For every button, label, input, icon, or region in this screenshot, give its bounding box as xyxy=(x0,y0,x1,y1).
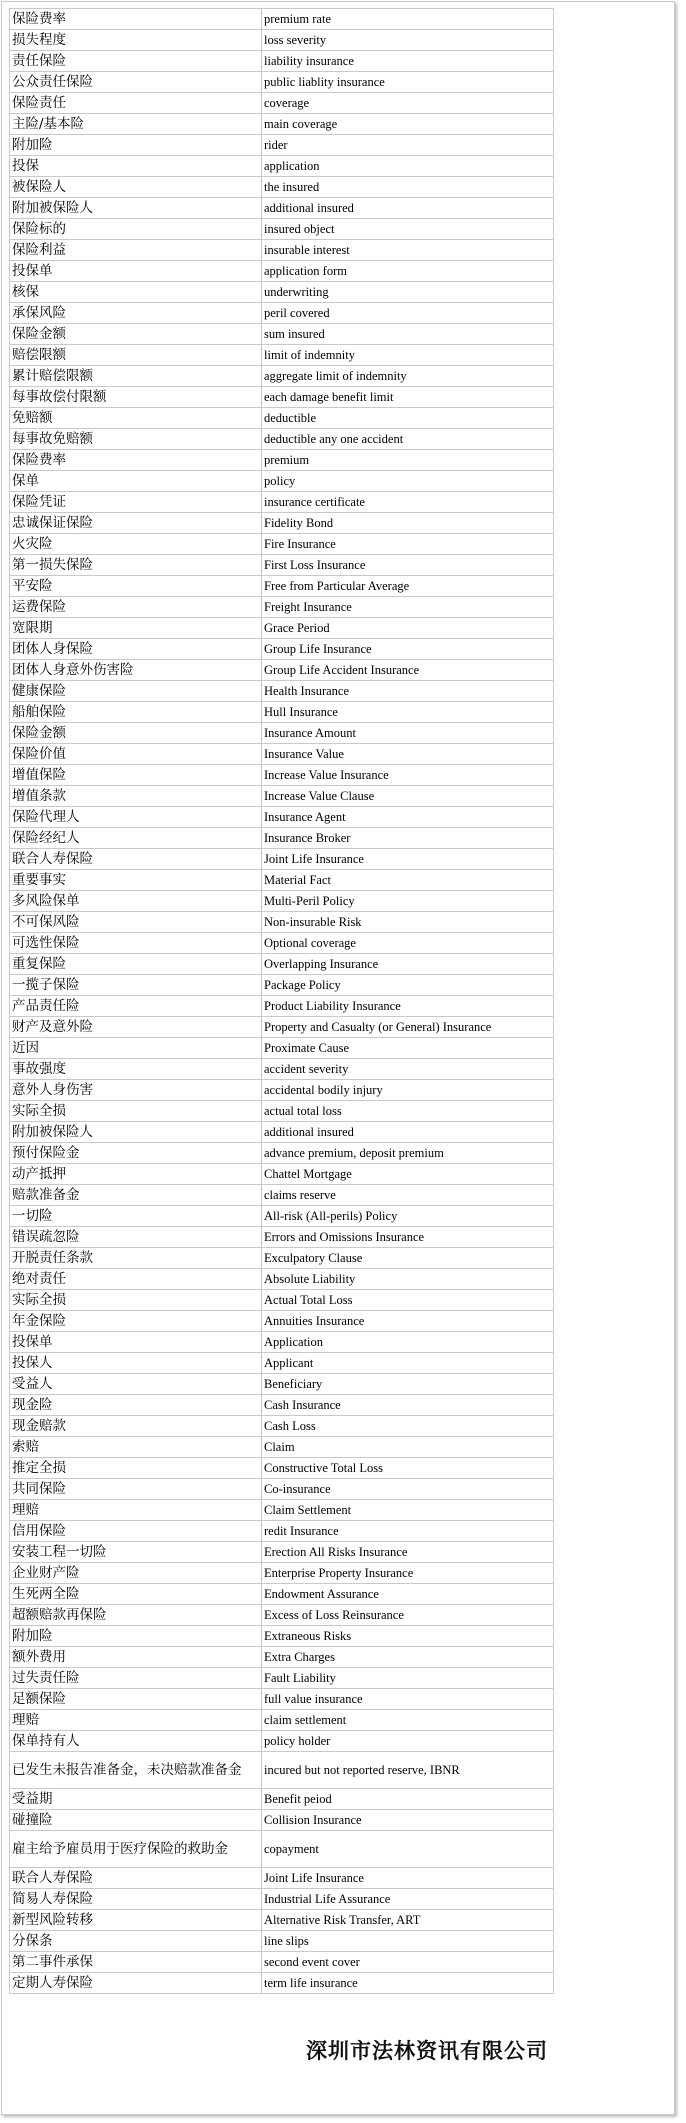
glossary-row xyxy=(10,555,554,576)
english-term: First Loss Insurance xyxy=(262,555,554,576)
glossary-table xyxy=(9,8,554,1994)
glossary-row xyxy=(10,849,554,870)
glossary-row xyxy=(10,702,554,723)
glossary-row xyxy=(10,429,554,450)
chinese-term: 附加险 xyxy=(10,1626,262,1647)
english-term: Hull Insurance xyxy=(262,702,554,723)
english-term: Material Fact xyxy=(262,870,554,891)
glossary-row xyxy=(10,534,554,555)
chinese-term: 被保险人 xyxy=(10,177,262,198)
english-term: Insurance Agent xyxy=(262,807,554,828)
glossary-row xyxy=(10,345,554,366)
english-term: premium rate xyxy=(262,9,554,30)
english-term: Chattel Mortgage xyxy=(262,1164,554,1185)
english-term: public liablity insurance xyxy=(262,72,554,93)
glossary-row xyxy=(10,1605,554,1626)
glossary-row xyxy=(10,807,554,828)
chinese-term: 免赔额 xyxy=(10,408,262,429)
glossary-row xyxy=(10,1353,554,1374)
chinese-term: 团体人身保险 xyxy=(10,639,262,660)
glossary-row xyxy=(10,1416,554,1437)
chinese-term: 保险经纪人 xyxy=(10,828,262,849)
chinese-term: 可选性保险 xyxy=(10,933,262,954)
glossary-row xyxy=(10,1868,554,1889)
chinese-term: 责任保险 xyxy=(10,51,262,72)
glossary-row xyxy=(10,1038,554,1059)
chinese-term: 保险代理人 xyxy=(10,807,262,828)
chinese-term: 不可保风险 xyxy=(10,912,262,933)
english-term: accidental bodily injury xyxy=(262,1080,554,1101)
chinese-term: 主险/基本险 xyxy=(10,114,262,135)
english-term: policy holder xyxy=(262,1731,554,1752)
chinese-term: 重复保险 xyxy=(10,954,262,975)
glossary-row xyxy=(10,765,554,786)
chinese-term: 附加险 xyxy=(10,135,262,156)
english-term: Joint Life Insurance xyxy=(262,1868,554,1889)
glossary-row xyxy=(10,1542,554,1563)
english-term: Collision Insurance xyxy=(262,1810,554,1831)
english-term: Cash Loss xyxy=(262,1416,554,1437)
english-term: insurable interest xyxy=(262,240,554,261)
english-term: redit Insurance xyxy=(262,1521,554,1542)
chinese-term: 超额赔款再保险 xyxy=(10,1605,262,1626)
chinese-term: 忠诚保证保险 xyxy=(10,513,262,534)
glossary-row xyxy=(10,9,554,30)
chinese-term: 每事故偿付限额 xyxy=(10,387,262,408)
chinese-term: 信用保险 xyxy=(10,1521,262,1542)
glossary-row xyxy=(10,1910,554,1931)
chinese-term: 保险责任 xyxy=(10,93,262,114)
english-term: Property and Casualty (or General) Insurance xyxy=(262,1017,554,1038)
chinese-term: 动产抵押 xyxy=(10,1164,262,1185)
glossary-row xyxy=(10,1731,554,1752)
chinese-term: 一切险 xyxy=(10,1206,262,1227)
chinese-term: 受益人 xyxy=(10,1374,262,1395)
chinese-term: 投保 xyxy=(10,156,262,177)
chinese-term: 推定全损 xyxy=(10,1458,262,1479)
english-term: Non-insurable Risk xyxy=(262,912,554,933)
glossary-row xyxy=(10,93,554,114)
english-term: Benefit peiod xyxy=(262,1789,554,1810)
glossary-row xyxy=(10,450,554,471)
chinese-term: 年金保险 xyxy=(10,1311,262,1332)
glossary-row xyxy=(10,261,554,282)
english-term: Applicant xyxy=(262,1353,554,1374)
glossary-row xyxy=(10,1395,554,1416)
chinese-term: 增值保险 xyxy=(10,765,262,786)
english-term: Increase Value Insurance xyxy=(262,765,554,786)
glossary-row xyxy=(10,1789,554,1810)
chinese-term: 第一损失保险 xyxy=(10,555,262,576)
chinese-term: 碰撞险 xyxy=(10,1810,262,1831)
chinese-term: 理赔 xyxy=(10,1710,262,1731)
english-term: deductible xyxy=(262,408,554,429)
chinese-term: 意外人身伤害 xyxy=(10,1080,262,1101)
glossary-row xyxy=(10,492,554,513)
chinese-term: 投保人 xyxy=(10,1353,262,1374)
english-term: actual total loss xyxy=(262,1101,554,1122)
chinese-term: 增值条款 xyxy=(10,786,262,807)
chinese-term: 保险价值 xyxy=(10,744,262,765)
glossary-row xyxy=(10,1626,554,1647)
glossary-row xyxy=(10,1931,554,1952)
chinese-term: 火灾险 xyxy=(10,534,262,555)
chinese-term: 多风险保单 xyxy=(10,891,262,912)
english-term: Proximate Cause xyxy=(262,1038,554,1059)
glossary-row xyxy=(10,1831,554,1868)
english-term: Cash Insurance xyxy=(262,1395,554,1416)
chinese-term: 宽限期 xyxy=(10,618,262,639)
chinese-term: 开脱责任条款 xyxy=(10,1248,262,1269)
glossary-row xyxy=(10,1332,554,1353)
glossary-body xyxy=(10,9,554,1994)
chinese-term: 第二事件承保 xyxy=(10,1952,262,1973)
chinese-term: 保险利益 xyxy=(10,240,262,261)
english-term: Enterprise Property Insurance xyxy=(262,1563,554,1584)
english-term: Joint Life Insurance xyxy=(262,849,554,870)
chinese-term: 联合人寿保险 xyxy=(10,1868,262,1889)
english-term: insurance certificate xyxy=(262,492,554,513)
english-term: Endowment Assurance xyxy=(262,1584,554,1605)
chinese-term: 每事故免赔额 xyxy=(10,429,262,450)
chinese-term: 实际全损 xyxy=(10,1290,262,1311)
chinese-term: 分保条 xyxy=(10,1931,262,1952)
glossary-row xyxy=(10,114,554,135)
chinese-term: 共同保险 xyxy=(10,1479,262,1500)
glossary-row xyxy=(10,30,554,51)
chinese-term: 企业财产险 xyxy=(10,1563,262,1584)
glossary-row xyxy=(10,1143,554,1164)
glossary-row xyxy=(10,1101,554,1122)
glossary-row xyxy=(10,324,554,345)
glossary-row xyxy=(10,156,554,177)
english-term: Optional coverage xyxy=(262,933,554,954)
english-term: sum insured xyxy=(262,324,554,345)
glossary-row xyxy=(10,681,554,702)
chinese-term: 累计赔偿限额 xyxy=(10,366,262,387)
english-term: Erection All Risks Insurance xyxy=(262,1542,554,1563)
company-name: 深圳市法林资讯有限公司 xyxy=(306,2039,548,2063)
chinese-term: 保险费率 xyxy=(10,9,262,30)
english-term: additional insured xyxy=(262,198,554,219)
glossary-row xyxy=(10,1563,554,1584)
glossary-row xyxy=(10,1059,554,1080)
glossary-row xyxy=(10,1810,554,1831)
glossary-row xyxy=(10,1584,554,1605)
english-term: term life insurance xyxy=(262,1973,554,1994)
english-term: Application xyxy=(262,1332,554,1353)
chinese-term: 过失责任险 xyxy=(10,1668,262,1689)
english-term: Fault Liability xyxy=(262,1668,554,1689)
english-term: liability insurance xyxy=(262,51,554,72)
english-term: line slips xyxy=(262,1931,554,1952)
glossary-row xyxy=(10,219,554,240)
glossary-row xyxy=(10,1437,554,1458)
chinese-term: 受益期 xyxy=(10,1789,262,1810)
chinese-term: 附加被保险人 xyxy=(10,1122,262,1143)
glossary-row xyxy=(10,51,554,72)
english-term: Freight Insurance xyxy=(262,597,554,618)
chinese-term: 赔款准备金 xyxy=(10,1185,262,1206)
glossary-row xyxy=(10,1080,554,1101)
english-term: deductible any one accident xyxy=(262,429,554,450)
chinese-term: 预付保险金 xyxy=(10,1143,262,1164)
glossary-row xyxy=(10,513,554,534)
glossary-row xyxy=(10,1689,554,1710)
glossary-row xyxy=(10,639,554,660)
glossary-row xyxy=(10,1710,554,1731)
glossary-row xyxy=(10,996,554,1017)
chinese-term: 额外费用 xyxy=(10,1647,262,1668)
chinese-term: 运费保险 xyxy=(10,597,262,618)
chinese-term: 现金赔款 xyxy=(10,1416,262,1437)
english-term: All-risk (All-perils) Policy xyxy=(262,1206,554,1227)
glossary-row xyxy=(10,1952,554,1973)
english-term: underwriting xyxy=(262,282,554,303)
glossary-row xyxy=(10,1973,554,1994)
english-term: copayment xyxy=(262,1831,554,1868)
glossary-row xyxy=(10,408,554,429)
english-term: Insurance Broker xyxy=(262,828,554,849)
chinese-term: 公众责任保险 xyxy=(10,72,262,93)
english-term: Insurance Value xyxy=(262,744,554,765)
chinese-term: 重要事实 xyxy=(10,870,262,891)
english-term: application form xyxy=(262,261,554,282)
glossary-row xyxy=(10,1311,554,1332)
english-term: Multi-Peril Policy xyxy=(262,891,554,912)
english-term: Free from Particular Average xyxy=(262,576,554,597)
english-term: insured object xyxy=(262,219,554,240)
glossary-row xyxy=(10,576,554,597)
glossary-row xyxy=(10,1458,554,1479)
chinese-term: 产品责任险 xyxy=(10,996,262,1017)
chinese-term: 雇主给予雇员用于医疗保险的救助金 xyxy=(10,1831,262,1868)
english-term: incured but not reported reserve, IBNR xyxy=(262,1752,554,1789)
chinese-term: 保险金额 xyxy=(10,324,262,345)
english-term: Exculpatory Clause xyxy=(262,1248,554,1269)
english-term: peril covered xyxy=(262,303,554,324)
glossary-row xyxy=(10,1479,554,1500)
glossary-row xyxy=(10,1164,554,1185)
chinese-term: 现金险 xyxy=(10,1395,262,1416)
english-term: Absolute Liability xyxy=(262,1269,554,1290)
chinese-term: 理赔 xyxy=(10,1500,262,1521)
glossary-row xyxy=(10,618,554,639)
glossary-row xyxy=(10,1647,554,1668)
glossary-row xyxy=(10,387,554,408)
glossary-row xyxy=(10,177,554,198)
chinese-term: 保险标的 xyxy=(10,219,262,240)
chinese-term: 足额保险 xyxy=(10,1689,262,1710)
english-term: Claim xyxy=(262,1437,554,1458)
english-term: Constructive Total Loss xyxy=(262,1458,554,1479)
chinese-term: 安装工程一切险 xyxy=(10,1542,262,1563)
glossary-row xyxy=(10,198,554,219)
english-term: advance premium, deposit premium xyxy=(262,1143,554,1164)
chinese-term: 保单 xyxy=(10,471,262,492)
english-term: the insured xyxy=(262,177,554,198)
glossary-row xyxy=(10,303,554,324)
english-term: Co-insurance xyxy=(262,1479,554,1500)
glossary-row xyxy=(10,954,554,975)
chinese-term: 定期人寿保险 xyxy=(10,1973,262,1994)
english-term: Overlapping Insurance xyxy=(262,954,554,975)
english-term: Extra Charges xyxy=(262,1647,554,1668)
chinese-term: 投保单 xyxy=(10,261,262,282)
english-term: claim settlement xyxy=(262,1710,554,1731)
chinese-term: 赔偿限额 xyxy=(10,345,262,366)
glossary-row xyxy=(10,1206,554,1227)
english-term: Fire Insurance xyxy=(262,534,554,555)
glossary-row xyxy=(10,870,554,891)
glossary-row xyxy=(10,1521,554,1542)
chinese-term: 投保单 xyxy=(10,1332,262,1353)
english-term: Fidelity Bond xyxy=(262,513,554,534)
english-term: Claim Settlement xyxy=(262,1500,554,1521)
chinese-term: 保险费率 xyxy=(10,450,262,471)
glossary-row xyxy=(10,1752,554,1789)
glossary-row xyxy=(10,1269,554,1290)
glossary-row xyxy=(10,1668,554,1689)
glossary-row xyxy=(10,471,554,492)
english-term: Group Life Accident Insurance xyxy=(262,660,554,681)
english-term: Package Policy xyxy=(262,975,554,996)
glossary-row xyxy=(10,1290,554,1311)
chinese-term: 已发生未报告准备金，未决赔款准备金 xyxy=(10,1752,262,1789)
chinese-term: 承保风险 xyxy=(10,303,262,324)
english-term: application xyxy=(262,156,554,177)
glossary-row xyxy=(10,1122,554,1143)
glossary-row xyxy=(10,933,554,954)
glossary-row xyxy=(10,828,554,849)
glossary-row xyxy=(10,597,554,618)
english-term: Errors and Omissions Insurance xyxy=(262,1227,554,1248)
english-term: coverage xyxy=(262,93,554,114)
chinese-term: 生死两全险 xyxy=(10,1584,262,1605)
english-term: limit of indemnity xyxy=(262,345,554,366)
chinese-term: 事故强度 xyxy=(10,1059,262,1080)
chinese-term: 绝对责任 xyxy=(10,1269,262,1290)
glossary-row xyxy=(10,891,554,912)
glossary-row xyxy=(10,1889,554,1910)
glossary-row xyxy=(10,1248,554,1269)
glossary-row xyxy=(10,786,554,807)
english-term: premium xyxy=(262,450,554,471)
chinese-term: 团体人身意外伤害险 xyxy=(10,660,262,681)
chinese-term: 健康保险 xyxy=(10,681,262,702)
chinese-term: 保险凭证 xyxy=(10,492,262,513)
glossary-row xyxy=(10,282,554,303)
english-term: Actual Total Loss xyxy=(262,1290,554,1311)
glossary-row xyxy=(10,240,554,261)
english-term: each damage benefit limit xyxy=(262,387,554,408)
english-term: Excess of Loss Reinsurance xyxy=(262,1605,554,1626)
english-term: Industrial Life Assurance xyxy=(262,1889,554,1910)
english-term: aggregate limit of indemnity xyxy=(262,366,554,387)
english-term: full value insurance xyxy=(262,1689,554,1710)
glossary-row xyxy=(10,135,554,156)
glossary-row xyxy=(10,912,554,933)
chinese-term: 联合人寿保险 xyxy=(10,849,262,870)
chinese-term: 新型风险转移 xyxy=(10,1910,262,1931)
english-term: claims reserve xyxy=(262,1185,554,1206)
chinese-term: 平安险 xyxy=(10,576,262,597)
chinese-term: 近因 xyxy=(10,1038,262,1059)
english-term: Increase Value Clause xyxy=(262,786,554,807)
glossary-row xyxy=(10,1185,554,1206)
english-term: Alternative Risk Transfer, ART xyxy=(262,1910,554,1931)
english-term: second event cover xyxy=(262,1952,554,1973)
glossary-row xyxy=(10,1374,554,1395)
chinese-term: 简易人寿保险 xyxy=(10,1889,262,1910)
english-term: policy xyxy=(262,471,554,492)
chinese-term: 核保 xyxy=(10,282,262,303)
glossary-row xyxy=(10,366,554,387)
chinese-term: 索赔 xyxy=(10,1437,262,1458)
chinese-term: 附加被保险人 xyxy=(10,198,262,219)
glossary-row xyxy=(10,660,554,681)
glossary-row xyxy=(10,744,554,765)
english-term: Annuities Insurance xyxy=(262,1311,554,1332)
chinese-term: 错误疏忽险 xyxy=(10,1227,262,1248)
chinese-term: 保险金额 xyxy=(10,723,262,744)
glossary-row xyxy=(10,1017,554,1038)
english-term: accident severity xyxy=(262,1059,554,1080)
english-term: loss severity xyxy=(262,30,554,51)
chinese-term: 一揽子保险 xyxy=(10,975,262,996)
english-term: Extraneous Risks xyxy=(262,1626,554,1647)
english-term: Beneficiary xyxy=(262,1374,554,1395)
english-term: main coverage xyxy=(262,114,554,135)
english-term: Grace Period xyxy=(262,618,554,639)
english-term: rider xyxy=(262,135,554,156)
chinese-term: 保单持有人 xyxy=(10,1731,262,1752)
glossary-row xyxy=(10,723,554,744)
chinese-term: 财产及意外险 xyxy=(10,1017,262,1038)
chinese-term: 船舶保险 xyxy=(10,702,262,723)
glossary-row xyxy=(10,975,554,996)
glossary-row xyxy=(10,1500,554,1521)
english-term: additional insured xyxy=(262,1122,554,1143)
glossary-row xyxy=(10,1227,554,1248)
chinese-term: 损失程度 xyxy=(10,30,262,51)
english-term: Group Life Insurance xyxy=(262,639,554,660)
english-term: Health Insurance xyxy=(262,681,554,702)
english-term: Product Liability Insurance xyxy=(262,996,554,1017)
chinese-term: 实际全损 xyxy=(10,1101,262,1122)
glossary-row xyxy=(10,72,554,93)
english-term: Insurance Amount xyxy=(262,723,554,744)
